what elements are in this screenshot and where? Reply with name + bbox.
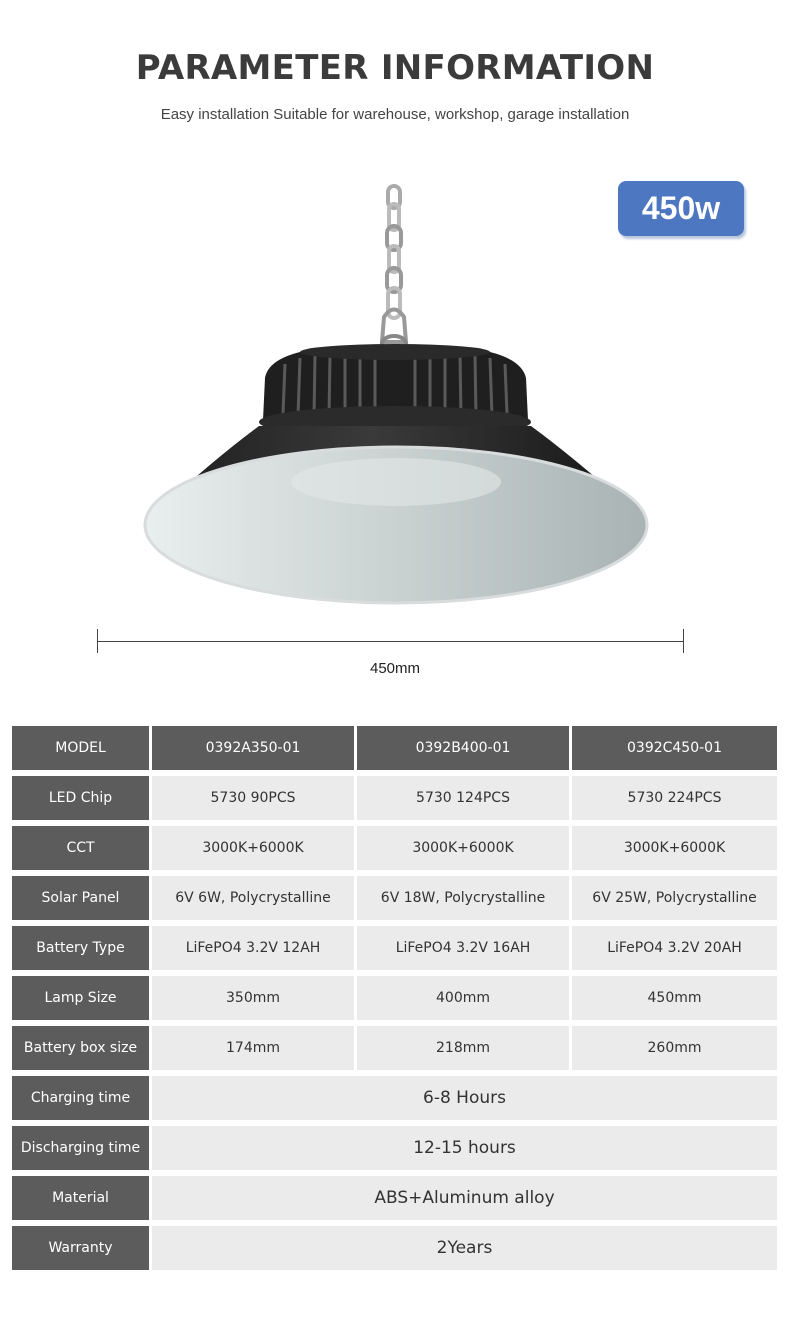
wattage-badge: 450w [618,181,744,236]
row-label: Battery box size [12,1026,149,1070]
row-label: Battery Type [12,926,149,970]
table-cell: 400mm [357,976,569,1020]
row-label: Charging time [12,1076,149,1120]
row-label: Solar Panel [12,876,149,920]
table-cell: 2Years [152,1226,777,1270]
table-row [12,826,777,870]
dimension-tick-left [97,629,98,653]
table-cell: 218mm [357,1026,569,1070]
page-subtitle: Easy installation Suitable for warehouse, workshop, garage installation [160,106,630,123]
table-row [12,926,777,970]
row-label: Lamp Size [12,976,149,1020]
dimension-tick-right [683,629,684,653]
table-cell: 260mm [572,1026,777,1070]
table-cell: 6V 25W, Polycrystalline [572,876,777,920]
table-cell: 3000K+6000K [572,826,777,870]
table-cell: LiFePO4 3.2V 20AH [572,926,777,970]
table-row [12,1026,777,1070]
table-cell: 5730 124PCS [357,776,569,820]
row-label: CCT [12,826,149,870]
table-cell: 3000K+6000K [357,826,569,870]
table-cell: LiFePO4 3.2V 16AH [357,926,569,970]
header-label: MODEL [12,726,149,770]
table-row [12,776,777,820]
table-row [12,976,777,1020]
model-cell: 0392B400-01 [357,726,569,770]
table-row [12,1176,777,1220]
dimension-line [97,641,684,642]
high-bay-lamp-illustration [140,182,655,610]
table-cell: ABS+Aluminum alloy [152,1176,777,1220]
row-label: Discharging time [12,1126,149,1170]
table-cell: 5730 90PCS [152,776,354,820]
model-cell: 0392A350-01 [152,726,354,770]
table-row [12,876,777,920]
table-cell: 450mm [572,976,777,1020]
table-row [12,1076,777,1120]
table-cell: 6-8 Hours [152,1076,777,1120]
row-label: Warranty [12,1226,149,1270]
table-cell: 3000K+6000K [152,826,354,870]
dimension-label: 450mm [369,660,421,677]
table-cell: 174mm [152,1026,354,1070]
table-cell: 6V 18W, Polycrystalline [357,876,569,920]
table-cell: 5730 224PCS [572,776,777,820]
chain-icon [382,186,406,342]
model-cell: 0392C450-01 [572,726,777,770]
row-label: LED Chip [12,776,149,820]
table-row [12,1126,777,1170]
page-title: PARAMETER INFORMATION [135,48,655,88]
table-cell: LiFePO4 3.2V 12AH [152,926,354,970]
spec-table [9,720,780,1276]
table-cell: 350mm [152,976,354,1020]
table-cell: 12-15 hours [152,1126,777,1170]
table-header-row [12,726,777,770]
row-label: Material [12,1176,149,1220]
table-row [12,1226,777,1270]
table-cell: 6V 6W, Polycrystalline [152,876,354,920]
